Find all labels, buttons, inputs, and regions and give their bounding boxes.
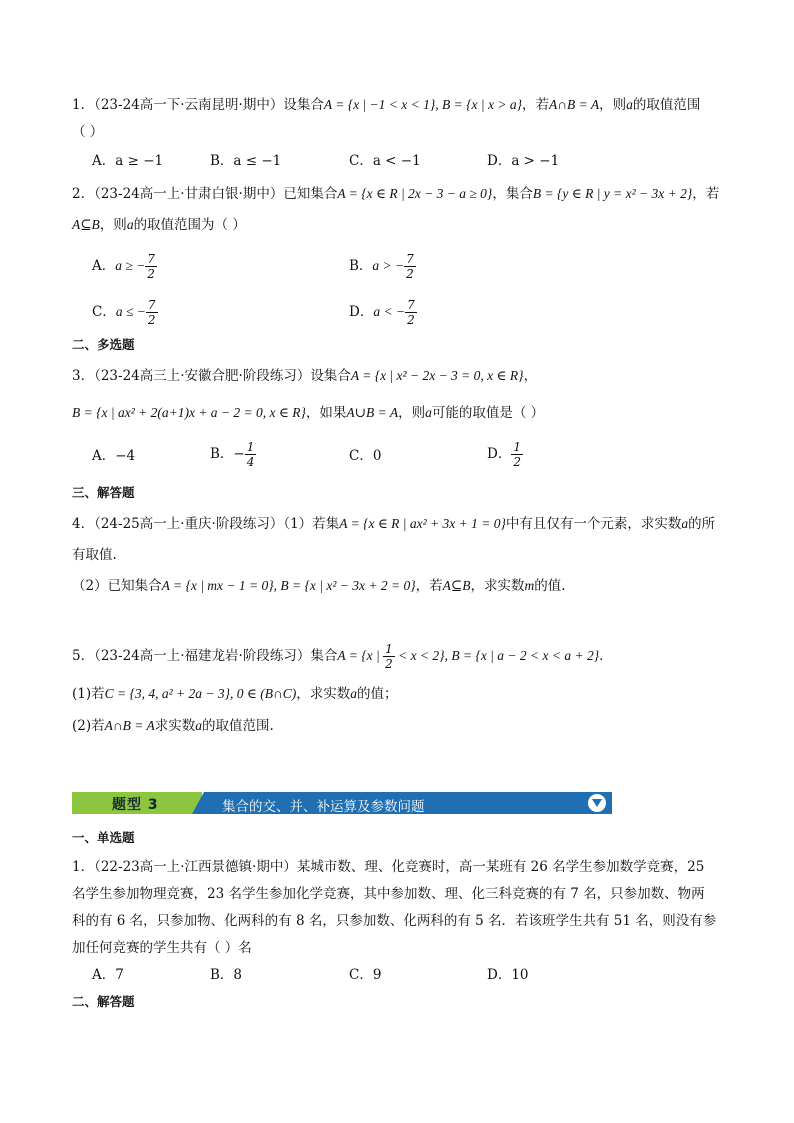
question-1-paren: （ ）: [72, 124, 104, 140]
q3-option-d: D． $\frac{1}{2}$: [487, 440, 521, 469]
question-4-stem: 4．（24-25高一上·重庆·阶段练习）（1）若集A = {x ∈ R | ax² + 3x + 1 = 0}中有且仅有一个元素，求实数a的所: [72, 516, 716, 532]
banner-title: 集合的交、并、补运算及参数问题: [222, 799, 425, 815]
q6-option-a: A．7: [92, 967, 124, 983]
section-heading-answer: 三、解答题: [72, 485, 135, 500]
question-6-line2: 名学生参加物理竞赛，23 名学生参加化学竞赛，其中参加数、理、化三科竞赛的有 7 名，只参加数、物两: [72, 886, 705, 902]
question-3-line2: B = {x | ax² + 2(a+1)x + a − 2 = 0, x ∈ R}，如果A∪B = A，则a可能的取值是（ ）: [72, 405, 545, 421]
section-heading-multi: 二、多选题: [72, 337, 135, 352]
question-3-stem: 3．（23-24高三上·安徽合肥·阶段练习）设集合A = {x | x² − 2x − 3 = 0, x ∈ R}，: [72, 368, 538, 384]
fraction: $\frac{7}{2}$: [407, 298, 415, 327]
topic-banner: [72, 792, 612, 814]
q6-option-b: B．8: [210, 967, 243, 983]
q6-option-c: C．9: [349, 967, 382, 983]
question-5-stem: 5．（23-24高一上·福建龙岩·阶段练习）集合A = {x | $\frac{1}{2}$ < x < 2}, B = {x | a − 2 < x < a + 2}．: [72, 642, 613, 671]
q2-option-c: C．a ≤ − $\frac{7}{2}$: [92, 298, 156, 327]
q1-option-c: C．a < −1: [349, 153, 421, 169]
fraction: $\frac{1}{2}$: [513, 440, 521, 469]
question-1-stem: 1．（23-24高一下·云南昆明·期中）设集合A = {x | −1 < x < 1}, B = {x | x > a}，若A∩B = A，则a的取值范围: [72, 97, 701, 113]
question-4-part2: （2）已知集合A = {x | mx − 1 = 0}, B = {x | x² − 3x + 2 = 0}，若A⊆B，求实数m的值.: [72, 578, 566, 594]
set-definition: A = {x | −1 < x < 1}, B = {x | x > a}: [323, 97, 522, 112]
question-5-part1: (1)若C = {3, 4, a² + 2a − 3}, 0 ∈ (B∩C)，求实数a的值；: [72, 686, 398, 702]
q3-option-b: B．− $\frac{1}{4}$: [210, 440, 255, 469]
question-6-line3: 科的有 6 名，只参加物、化两科的有 8 名，只参加数、化两科的有 5 名．若该班学生共有 51 名，则没有参: [72, 913, 717, 929]
question-6-line4: 加任何竞赛的学生共有（ ）名: [72, 940, 252, 956]
question-6-line1: 1．（22-23高一上·江西景德镇·期中）某城市数、理、化竞赛时，高一某班有 26 名学生参加数学竞赛，25: [72, 859, 705, 875]
q2-option-b: B．a > − $\frac{7}{2}$: [349, 252, 414, 281]
chevron-down-icon: [588, 794, 606, 812]
fraction: $\frac{7}{2}$: [147, 298, 156, 327]
q2-option-d: D．a < − $\frac{7}{2}$: [349, 298, 415, 327]
question-5-part2: (2)若A∩B = A求实数a的取值范围.: [72, 718, 274, 734]
q6-option-d: D．10: [487, 967, 529, 983]
section-heading-single: 一、单选题: [72, 830, 135, 845]
question-2-line2: A⊆B，则a的取值范围为（ ）: [72, 217, 246, 233]
q1-option-d: D．a > −1: [487, 153, 560, 169]
fraction: $\frac{1}{4}$: [246, 440, 255, 469]
question-4-line2: 有取值.: [72, 547, 117, 563]
section-heading-answer-2: 二、解答题: [72, 994, 135, 1009]
q1-option-a: A．a ≥ −1: [92, 153, 164, 169]
q3-option-c: C．0: [349, 448, 382, 464]
fraction: $\frac{7}{2}$: [406, 252, 414, 281]
q2-option-a: A．a ≥ − $\frac{7}{2}$: [92, 252, 155, 281]
q1-option-b: B．a ≤ −1: [210, 153, 282, 169]
fraction: $\frac{1}{2}$: [385, 642, 393, 671]
question-2-stem: 2．（23-24高一上·甘肃白银·期中）已知集合A = {x ∈ R | 2x − 3 − a ≥ 0}，集合B = {y ∈ R | y = x² − 3x + 2}，若: [72, 186, 720, 202]
q3-option-a: A．−4: [92, 448, 136, 464]
fraction: $\frac{7}{2}$: [147, 252, 155, 281]
banner-label: 题型 3: [112, 797, 159, 813]
